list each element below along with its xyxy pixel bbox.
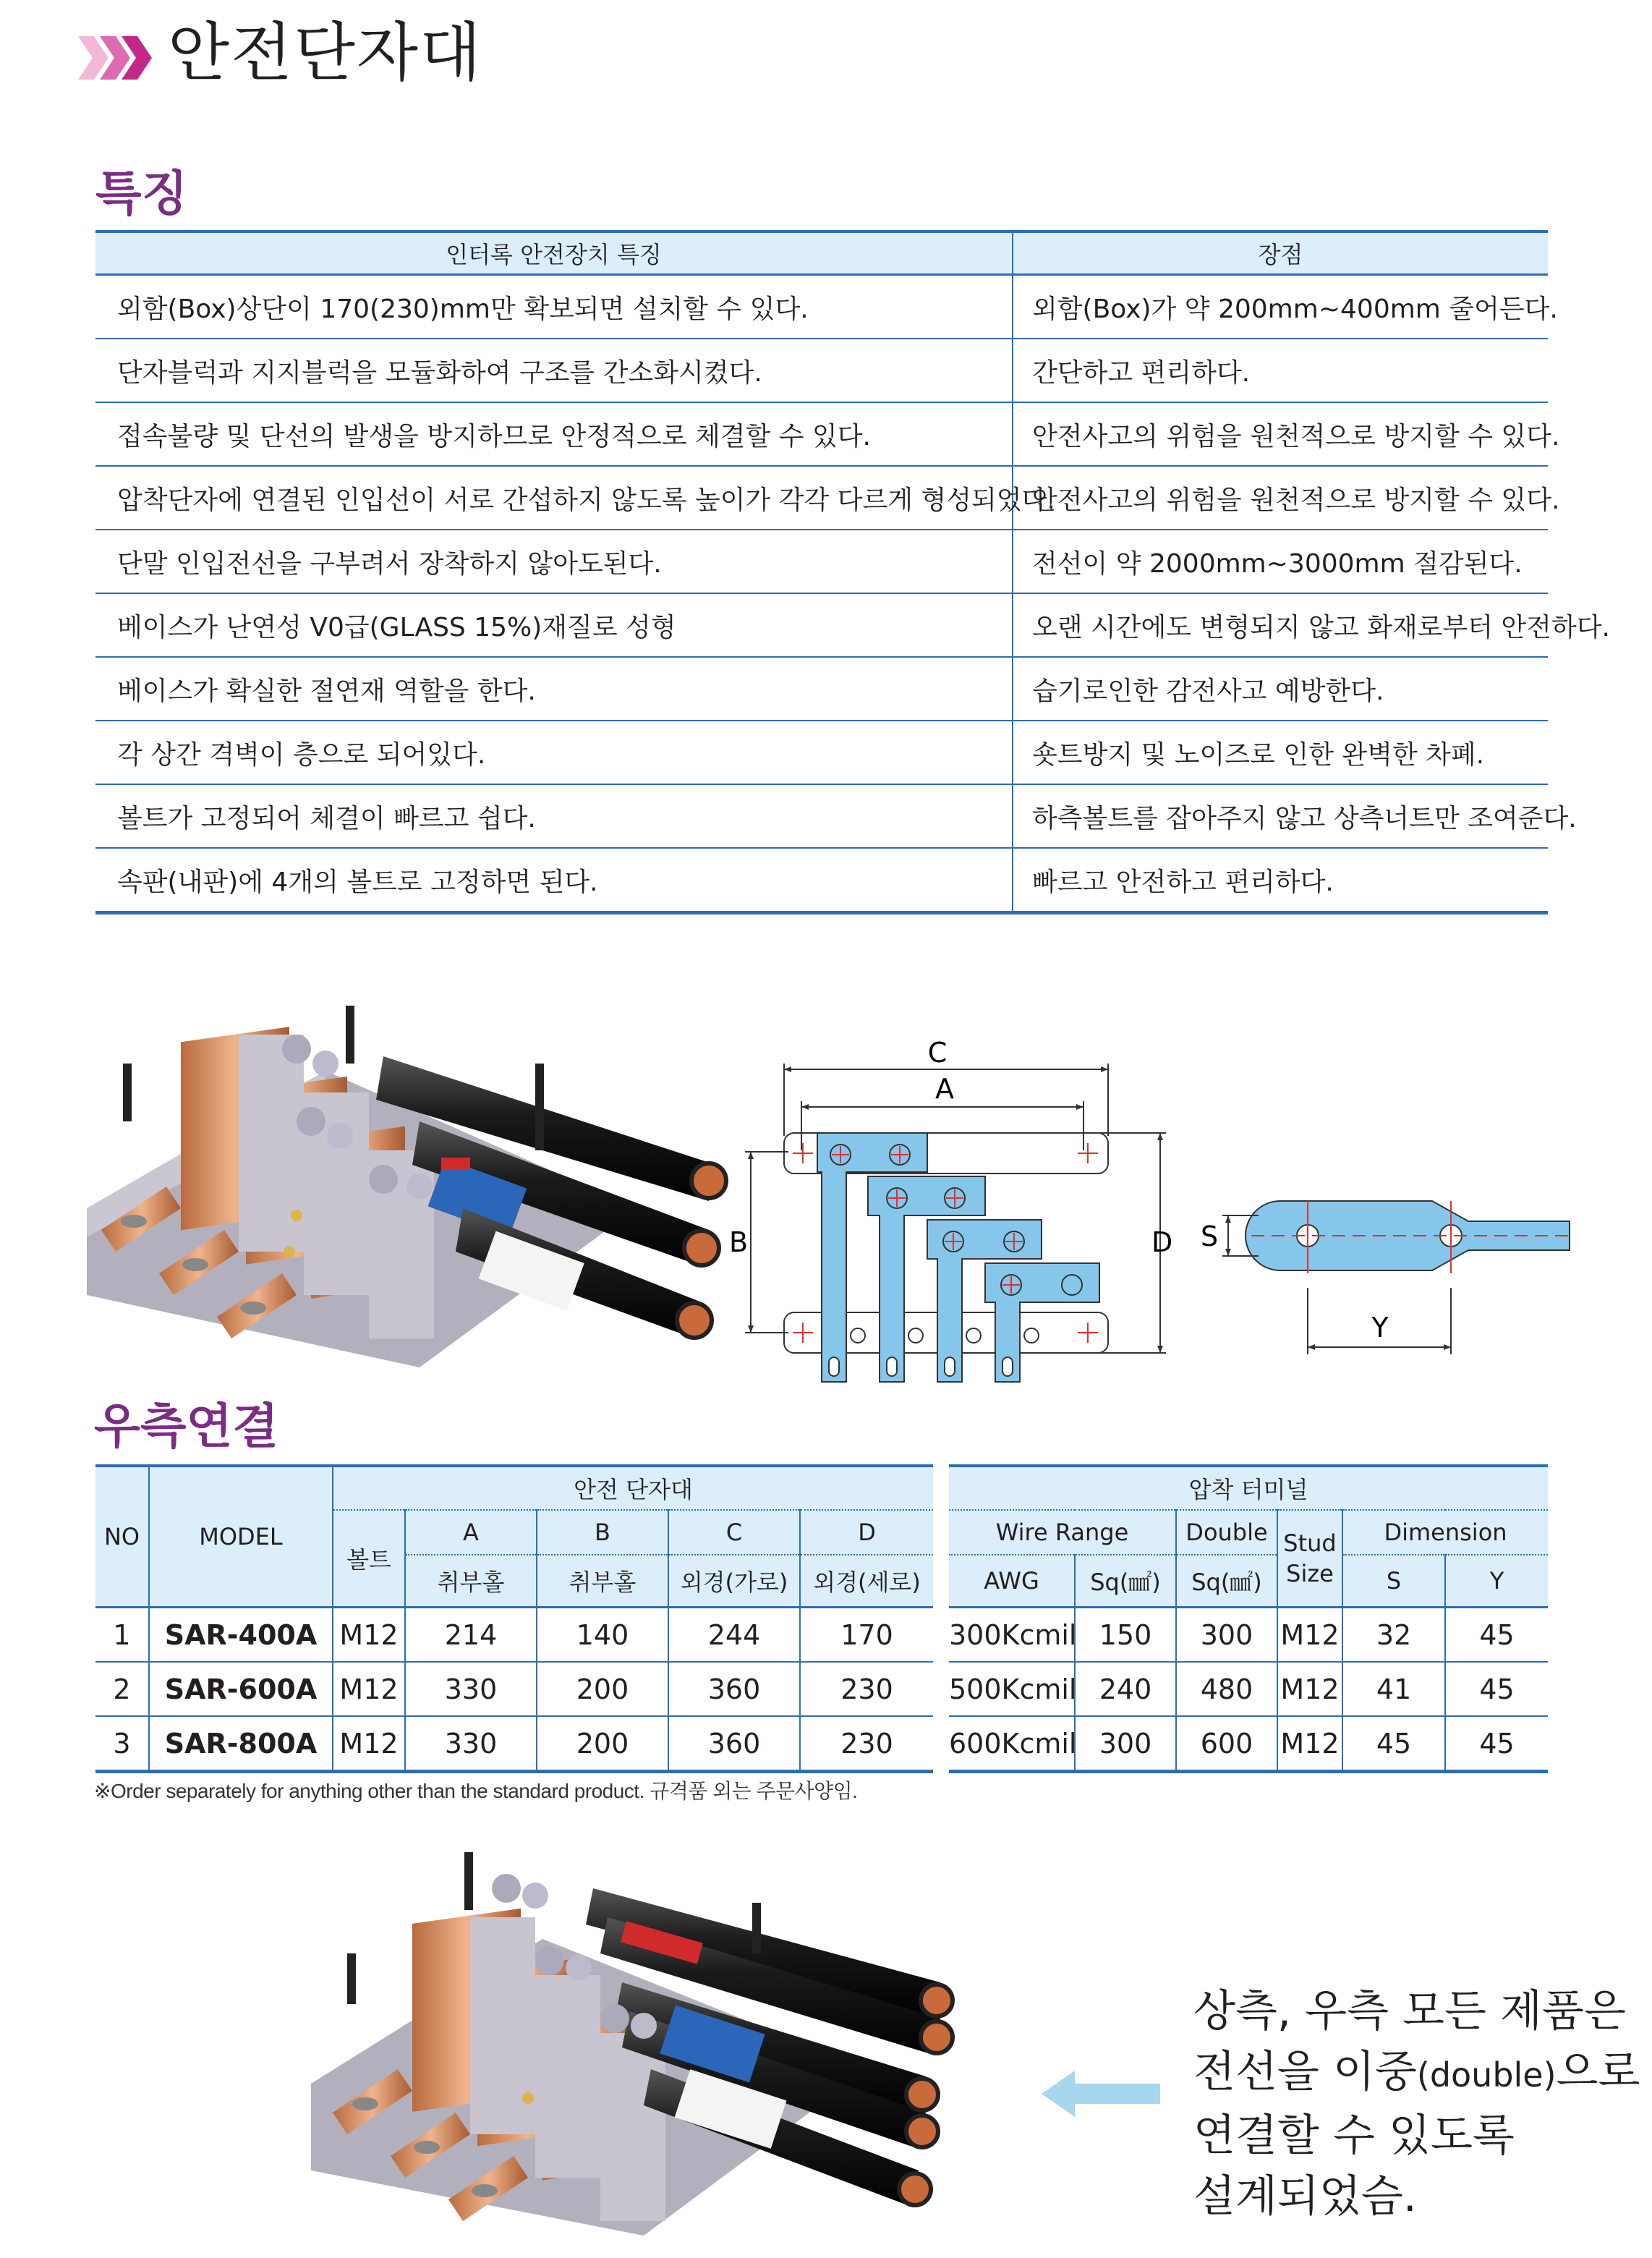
- safety-terminal-spec-table: [95, 1464, 933, 1773]
- awg-cell: 300Kcmil: [949, 1608, 1075, 1663]
- stud-cell: M12: [1277, 1608, 1342, 1663]
- bolt-cell: M12: [333, 1662, 405, 1716]
- table-row: [95, 657, 1548, 721]
- advantage-cell: 안전사고의 위험을 원천적으로 방지할 수 있다.: [1013, 466, 1548, 530]
- page-title: 안전단자대: [168, 15, 483, 90]
- col-a-header: A: [405, 1510, 537, 1555]
- double-cell: 300: [1176, 1608, 1277, 1663]
- sq-cell: 150: [1075, 1608, 1176, 1663]
- feature-cell: 압착단자에 연결된 인입선이 서로 간섭하지 않도록 높이가 각각 다르게 형성되었다.: [95, 466, 1013, 530]
- wire-range-header: Wire Range: [949, 1510, 1176, 1555]
- a-cell: 330: [405, 1662, 537, 1716]
- no-cell: 2: [95, 1662, 149, 1716]
- col-model-header: MODEL: [149, 1466, 333, 1608]
- advantage-cell: 안전사고의 위험을 원천적으로 방지할 수 있다.: [1013, 402, 1548, 466]
- no-cell: 3: [95, 1716, 149, 1772]
- dim-label-d: D: [1151, 1226, 1173, 1258]
- col-d-sub: 외경(세로): [800, 1555, 933, 1608]
- table-row: [95, 530, 1548, 593]
- c-cell: 360: [668, 1716, 800, 1772]
- advantage-cell: 오랜 시간에도 변형되지 않고 화재로부터 안전하다.: [1013, 593, 1548, 657]
- dim-label-s: S: [1201, 1221, 1219, 1252]
- awg-cell: 600Kcmil: [949, 1716, 1075, 1772]
- table-row: [95, 1716, 933, 1772]
- section-title-features: 특징: [95, 166, 188, 221]
- double-cell: 600: [1176, 1716, 1277, 1772]
- features-table: [95, 230, 1610, 914]
- callout-line-3: 연결할 수 있도록: [1193, 2110, 1515, 2161]
- sq-double-header: Sq(㎟): [1176, 1555, 1277, 1608]
- table-row: [949, 1608, 1548, 1663]
- callout-line-2b: (double): [1416, 2055, 1557, 2094]
- b-cell: 140: [537, 1608, 668, 1663]
- dimension-diagram: [723, 1035, 1230, 1411]
- advantage-cell: 간단하고 편리하다.: [1013, 339, 1548, 402]
- feature-cell: 접속불량 및 단선의 발생을 방지하므로 안정적으로 체결할 수 있다.: [95, 402, 1013, 466]
- advantage-cell: 습기로인한 감전사고 예방한다.: [1013, 657, 1548, 721]
- awg-header: AWG: [949, 1555, 1075, 1608]
- col-c-sub: 외경(가로): [668, 1555, 800, 1608]
- dim-label-y: Y: [1371, 1312, 1389, 1344]
- b-cell: 200: [537, 1662, 668, 1716]
- callout-line-1: 상측, 우측 모든 제품은: [1193, 1986, 1626, 2037]
- d-cell: 230: [800, 1716, 933, 1772]
- stud-size-line1: Stud: [1283, 1529, 1337, 1557]
- feature-cell: 볼트가 고정되어 체결이 빠르고 쉽다.: [95, 784, 1013, 848]
- col-b-sub: 취부홀: [537, 1555, 668, 1608]
- feature-cell: 단말 인입전선을 구부려서 장착하지 않아도된다.: [95, 530, 1013, 593]
- feature-cell: 단자블럭과 지지블럭을 모듈화하여 구조를 간소화시켰다.: [95, 339, 1013, 402]
- crimp-terminal-header: 압착 터미널: [949, 1466, 1548, 1510]
- table-row: [95, 593, 1548, 657]
- col-d-header: D: [800, 1510, 933, 1555]
- col-b-header: B: [537, 1510, 668, 1555]
- y-cell: 45: [1445, 1608, 1548, 1663]
- advantage-cell: 빠르고 안전하고 편리하다.: [1013, 848, 1548, 913]
- d-cell: 170: [800, 1608, 933, 1663]
- chevron-icon: [78, 36, 158, 80]
- sq-cell: 300: [1075, 1716, 1176, 1772]
- awg-cell: 500Kcmil: [949, 1662, 1075, 1716]
- feature-cell: 베이스가 난연성 V0급(GLASS 15%)재질로 성형: [95, 593, 1013, 657]
- table-row: [95, 402, 1548, 466]
- col-no-header: NO: [95, 1466, 149, 1608]
- features-header-feature: 인터록 안전장치 특징: [95, 232, 1013, 275]
- no-cell: 1: [95, 1608, 149, 1663]
- advantage-cell: 숏트방지 및 노이즈로 인한 완벽한 차폐.: [1013, 721, 1548, 784]
- callout-line-2a: 전선을 이중: [1193, 2047, 1417, 2097]
- crimp-terminal-spec-table: [949, 1464, 1548, 1773]
- dim-label-a: A: [935, 1073, 954, 1105]
- dim-label-b: B: [729, 1226, 749, 1258]
- stud-cell: M12: [1277, 1716, 1342, 1772]
- callout-text: [1193, 1981, 1640, 2227]
- callout-line-2: [1193, 2042, 1640, 2105]
- table-row: [95, 848, 1548, 913]
- y-cell: 45: [1445, 1662, 1548, 1716]
- col-bolt-header: 볼트: [333, 1510, 405, 1608]
- double-header: Double: [1176, 1510, 1277, 1555]
- lug-dimension-diagram: [1193, 1187, 1584, 1367]
- model-cell: SAR-800A: [149, 1716, 333, 1772]
- s-cell: 45: [1342, 1716, 1445, 1772]
- table-row: [95, 784, 1548, 848]
- bolt-cell: M12: [333, 1716, 405, 1772]
- dimension-header: Dimension: [1342, 1510, 1548, 1555]
- table-row: [95, 1662, 933, 1716]
- features-header-advantage: 장점: [1013, 232, 1548, 275]
- stud-size-line2: Size: [1286, 1560, 1334, 1587]
- arrow-left-icon: [1042, 2068, 1165, 2120]
- feature-cell: 속판(내판)에 4개의 볼트로 고정하면 된다.: [95, 848, 1013, 913]
- feature-cell: 각 상간 격벽이 층으로 되어있다.: [95, 721, 1013, 784]
- dim-label-c: C: [927, 1037, 948, 1069]
- product-image-double-connection: [304, 1838, 955, 2243]
- order-note: ※Order separately for anything other than the standard product. 규격품 외는 주문사양임.: [94, 1780, 858, 1802]
- y-cell: 45: [1445, 1716, 1548, 1772]
- a-cell: 214: [405, 1608, 537, 1663]
- col-c-header: C: [668, 1510, 800, 1555]
- table-row: [95, 466, 1548, 530]
- advantage-cell: 하측볼트를 잡아주지 않고 상측너트만 조여준다.: [1013, 784, 1548, 848]
- c-cell: 244: [668, 1608, 800, 1663]
- model-cell: SAR-600A: [149, 1662, 333, 1716]
- table-row: [95, 275, 1548, 339]
- feature-cell: 외함(Box)상단이 170(230)mm만 확보되면 설치할 수 있다.: [95, 275, 1013, 339]
- callout-line-2c: 으로: [1556, 2047, 1640, 2097]
- table-row: [95, 721, 1548, 784]
- model-cell: SAR-400A: [149, 1608, 333, 1663]
- table-row: [95, 339, 1548, 402]
- table-row: [949, 1716, 1548, 1772]
- advantage-cell: 외함(Box)가 약 200mm~400mm 줄어든다.: [1013, 275, 1548, 339]
- feature-cell: 베이스가 확실한 절연재 역할을 한다.: [95, 657, 1013, 721]
- advantage-cell: 전선이 약 2000mm~3000mm 절감된다.: [1013, 530, 1548, 593]
- s-cell: 32: [1342, 1608, 1445, 1663]
- dim-s-header: S: [1342, 1555, 1445, 1608]
- stud-cell: M12: [1277, 1662, 1342, 1716]
- sq-cell: 240: [1075, 1662, 1176, 1716]
- table-row: [949, 1662, 1548, 1716]
- features-header-row: [95, 232, 1548, 275]
- c-cell: 360: [668, 1662, 800, 1716]
- col-a-sub: 취부홀: [405, 1555, 537, 1608]
- double-cell: 480: [1176, 1662, 1277, 1716]
- section-title-right-connection: 우측연결: [94, 1398, 279, 1454]
- s-cell: 41: [1342, 1662, 1445, 1716]
- safety-terminal-header: 안전 단자대: [333, 1466, 933, 1510]
- b-cell: 200: [537, 1716, 668, 1772]
- callout-line-4: 설계되었슴.: [1193, 2171, 1417, 2222]
- d-cell: 230: [800, 1662, 933, 1716]
- product-image-terminal-block: [80, 991, 731, 1382]
- dim-y-header: Y: [1445, 1555, 1548, 1608]
- stud-size-header: [1277, 1510, 1342, 1608]
- a-cell: 330: [405, 1716, 537, 1772]
- table-row: [95, 1608, 933, 1663]
- sq-header: Sq(㎟): [1075, 1555, 1176, 1608]
- bolt-cell: M12: [333, 1608, 405, 1663]
